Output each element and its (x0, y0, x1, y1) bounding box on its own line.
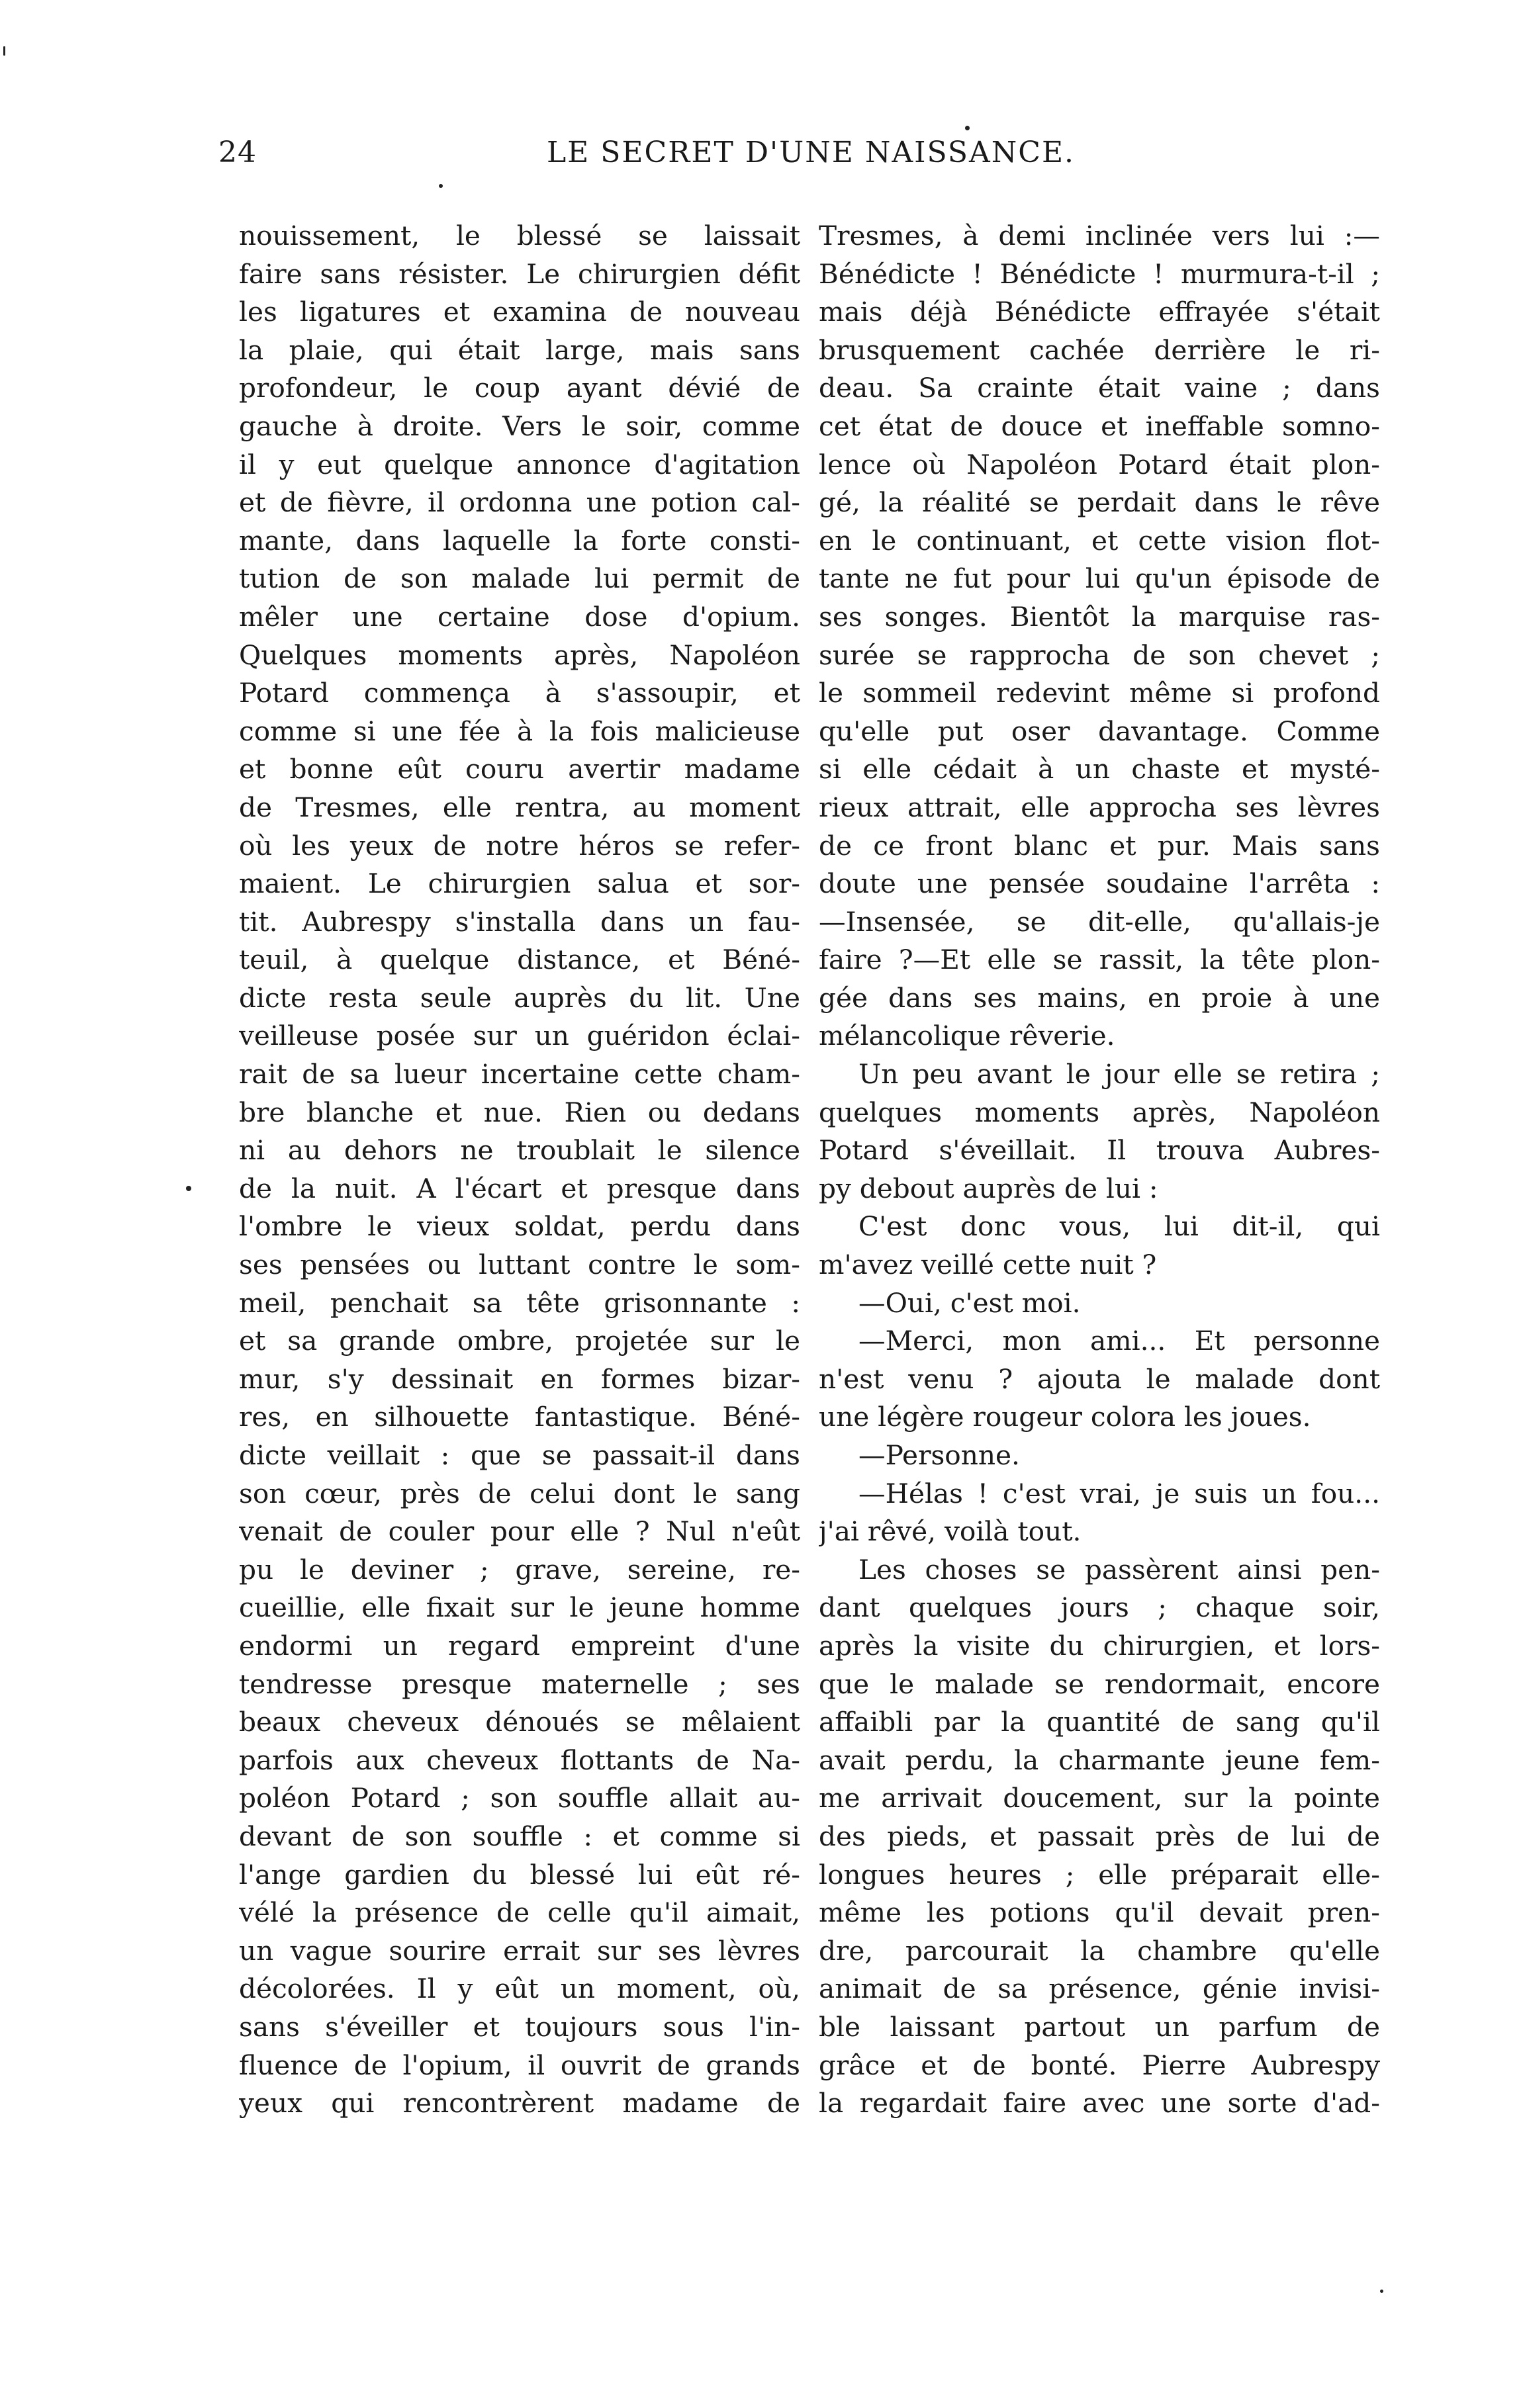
text-line: il y eut quelque annonce d'agitation (239, 448, 800, 480)
scan-speck (1380, 2290, 1383, 2293)
text-line: décolorées. Il y eût un moment, où, (239, 1973, 800, 2005)
text-line: avait perdu, la charmante jeune fem- (819, 1744, 1380, 1776)
text-line: que le malade se rendormait, encore (819, 1668, 1380, 1700)
text-line: cueillie, elle fixait sur le jeune homme (239, 1591, 800, 1624)
text-line: yeux qui rencontrèrent madame de (239, 2087, 800, 2119)
text-line: affaibli par la quantité de sang qu'il (819, 1706, 1380, 1738)
text-line: comme si une fée à la fois malicieuse (239, 715, 800, 747)
text-line: maient. Le chirurgien salua et sor- (239, 868, 800, 900)
text-line: deau. Sa crainte était vaine ; dans (819, 372, 1380, 404)
text-line: mais déjà Bénédicte effrayée s'était (819, 296, 1380, 328)
text-line: pu le deviner ; grave, sereine, re- (239, 1553, 800, 1585)
text-line: —Oui, c'est moi. (858, 1286, 1081, 1319)
text-line: doute une pensée soudaine l'arrêta : (819, 868, 1380, 900)
text-line: de Tresmes, elle rentra, au moment (239, 791, 800, 823)
text-line: —Personne. (858, 1439, 1020, 1471)
text-line: mélancolique rêverie. (819, 1020, 1115, 1052)
text-line: Un peu avant le jour elle se retira ; (858, 1058, 1380, 1091)
text-line: dant quelques jours ; chaque soir, (819, 1591, 1380, 1624)
text-line: surée se rapprocha de son chevet ; (819, 639, 1380, 671)
text-line: rait de sa lueur incertaine cette cham- (239, 1058, 800, 1091)
text-line: gauche à droite. Vers le soir, comme (239, 410, 800, 442)
text-line: dre, parcourait la chambre qu'elle (819, 1934, 1380, 1967)
text-line: l'ombre le vieux soldat, perdu dans (239, 1210, 800, 1243)
text-line: Les choses se passèrent ainsi pen- (858, 1553, 1380, 1585)
text-line: quelques moments après, Napoléon (819, 1096, 1380, 1128)
page-number: 24 (218, 136, 257, 169)
text-line: les ligatures et examina de nouveau (239, 296, 800, 328)
text-line: me arrivait doucement, sur la pointe (819, 1782, 1380, 1814)
scan-speck (965, 126, 970, 130)
text-line: tution de son malade lui permit de (239, 562, 800, 595)
text-line: une légère rougeur colora les joues. (819, 1401, 1311, 1433)
text-line: meil, penchait sa tête grisonnante : (239, 1286, 800, 1319)
text-line: —Merci, mon ami... Et personne (858, 1325, 1380, 1357)
text-line: tit. Aubrespy s'installa dans un fau- (239, 905, 800, 938)
text-line: l'ange gardien du blessé lui eût ré- (239, 1858, 800, 1891)
text-line: même les potions qu'il devait pren- (819, 1896, 1380, 1929)
text-line: parfois aux cheveux flottants de Na- (239, 1744, 800, 1776)
text-line: la plaie, qui était large, mais sans (239, 334, 800, 366)
text-line: mur, s'y dessinait en formes bizar- (239, 1362, 800, 1395)
text-line: —Hélas ! c'est vrai, je suis un fou... (858, 1477, 1380, 1509)
text-line: m'avez veillé cette nuit ? (819, 1249, 1157, 1281)
right-text-column (819, 217, 1380, 2123)
text-line: j'ai rêvé, voilà tout. (819, 1515, 1082, 1548)
running-title: LE SECRET D'UNE NAISSANCE. (546, 136, 1076, 169)
text-line: tante ne fut pour lui qu'un épisode de (819, 562, 1380, 595)
text-line: son cœur, près de celui dont le sang (239, 1477, 800, 1509)
scan-speck (3, 46, 5, 56)
text-line: le sommeil redevint même si profond (819, 677, 1380, 709)
text-line: dicte resta seule auprès du lit. Une (239, 981, 800, 1014)
text-line: lence où Napoléon Potard était plon- (819, 448, 1380, 480)
text-line: grâce et de bonté. Pierre Aubrespy (819, 2049, 1380, 2081)
text-line: brusquement cachée derrière le ri- (819, 334, 1380, 366)
text-line: mante, dans laquelle la forte consti- (239, 524, 800, 557)
text-line: poléon Potard ; son souffle allait au- (239, 1782, 800, 1814)
text-line: py debout auprès de lui : (819, 1172, 1158, 1204)
text-line: —Insensée, se dit-elle, qu'allais-je (819, 905, 1380, 938)
text-line: si elle cédait à un chaste et mysté- (819, 753, 1380, 785)
text-line: cet état de douce et ineffable somno- (819, 410, 1380, 442)
text-line: dicte veillait : que se passait-il dans (239, 1439, 800, 1471)
text-line: gée dans ses mains, en proie à une (819, 981, 1380, 1014)
text-line: profondeur, le coup ayant dévié de (239, 372, 800, 404)
text-line: qu'elle put oser davantage. Comme (819, 715, 1380, 747)
text-line: vélé la présence de celle qu'il aimait, (239, 1896, 800, 1929)
text-line: des pieds, et passait près de lui de (819, 1820, 1380, 1852)
text-line: un vague sourire errait sur ses lèvres (239, 1934, 800, 1967)
text-line: et de fièvre, il ordonna une potion cal- (239, 486, 800, 519)
text-line: devant de son souffle : et comme si (239, 1820, 800, 1852)
text-line: de ce front blanc et pur. Mais sans (819, 829, 1380, 862)
text-line: ni au dehors ne troublait le silence (239, 1134, 800, 1167)
text-line: tendresse presque maternelle ; ses (239, 1668, 800, 1700)
text-line: venait de couler pour elle ? Nul n'eût (239, 1515, 800, 1548)
text-line: teuil, à quelque distance, et Béné- (239, 944, 800, 976)
text-line: Potard commença à s'assoupir, et (239, 677, 800, 709)
text-line: ses songes. Bientôt la marquise ras- (819, 600, 1380, 633)
left-text-column (239, 217, 800, 2123)
text-line: faire sans résister. Le chirurgien défit (239, 257, 800, 290)
text-line: Potard s'éveillait. Il trouva Aubres- (819, 1134, 1380, 1167)
text-line: où les yeux de notre héros se refer- (239, 829, 800, 862)
text-line: animait de sa présence, génie invisi- (819, 1973, 1380, 2005)
text-line: gé, la réalité se perdait dans le rêve (819, 486, 1380, 519)
text-line: et bonne eût couru avertir madame (239, 753, 800, 785)
text-line: en le continuant, et cette vision flot- (819, 524, 1380, 557)
text-line: C'est donc vous, lui dit-il, qui (858, 1210, 1380, 1243)
text-line: Bénédicte ! Bénédicte ! murmura-t-il ; (819, 257, 1380, 290)
text-line: mêler une certaine dose d'opium. (239, 600, 800, 633)
text-line: et sa grande ombre, projetée sur le (239, 1325, 800, 1357)
text-line: nouissement, le blessé se laissait (239, 220, 800, 251)
text-line: endormi un regard empreint d'une (239, 1629, 800, 1662)
text-line: beaux cheveux dénoués se mêlaient (239, 1706, 800, 1738)
text-line: ble laissant partout un parfum de (819, 2010, 1380, 2043)
text-line: bre blanche et nue. Rien ou dedans (239, 1096, 800, 1128)
text-line: n'est venu ? ajouta le malade dont (819, 1362, 1380, 1395)
scan-speck (186, 1186, 191, 1191)
text-line: veilleuse posée sur un guéridon éclai- (239, 1020, 800, 1052)
text-line: Tresmes, à demi inclinée vers lui :— (819, 220, 1380, 251)
text-line: de la nuit. A l'écart et presque dans (239, 1172, 800, 1204)
text-line: sans s'éveiller et toujours sous l'in- (239, 2010, 800, 2043)
text-line: fluence de l'opium, il ouvrit de grands (239, 2049, 800, 2081)
text-line: res, en silhouette fantastique. Béné- (239, 1401, 800, 1433)
text-line: Quelques moments après, Napoléon (239, 639, 800, 671)
text-line: ses pensées ou luttant contre le som- (239, 1249, 800, 1281)
text-line: longues heures ; elle préparait elle- (819, 1858, 1380, 1891)
text-line: rieux attrait, elle approcha ses lèvres (819, 791, 1380, 823)
scan-speck (439, 184, 443, 188)
text-line: faire ?—Et elle se rassit, la tête plon- (819, 944, 1380, 976)
text-line: après la visite du chirurgien, et lors- (819, 1629, 1380, 1662)
text-line: la regardait faire avec une sorte d'ad- (819, 2087, 1380, 2119)
page-header (218, 136, 1403, 182)
